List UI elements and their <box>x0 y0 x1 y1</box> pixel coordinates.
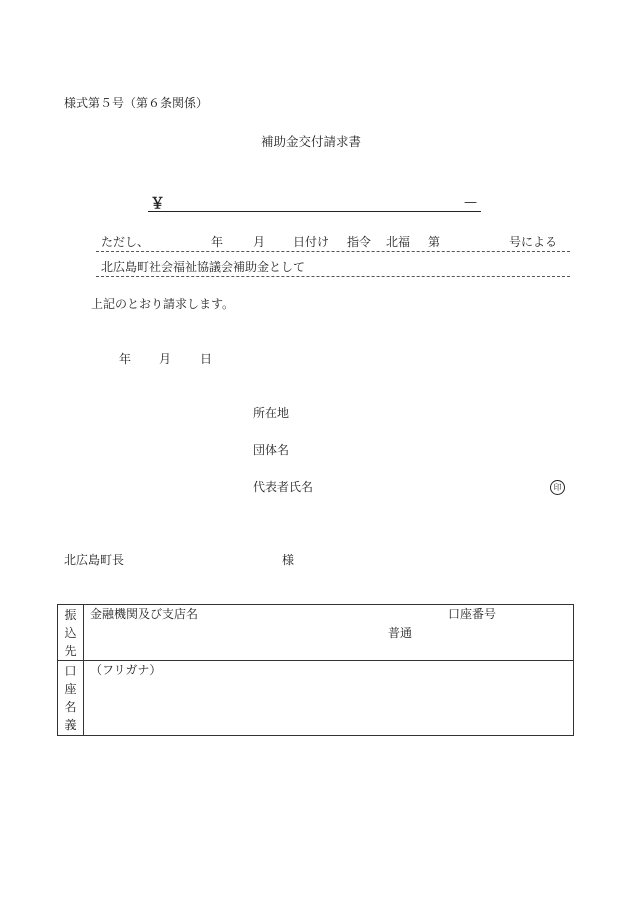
address-label: 所在地 <box>253 406 290 420</box>
transfer-label-cell <box>58 605 84 661</box>
proviso-year: 年 <box>211 235 224 249</box>
transfer-label-char: 込 <box>64 626 77 640</box>
representative-label: 代表者氏名 <box>253 480 314 494</box>
holder-label-char: 名 <box>64 700 77 714</box>
date-year: 年 <box>119 352 132 366</box>
proviso-purpose: 北広島町社会福祉協議会補助金として <box>101 260 306 274</box>
proviso-number-suffix: 号による <box>509 235 558 249</box>
holder-name-cell[interactable] <box>84 661 574 736</box>
transfer-label-char: 振 <box>64 608 77 622</box>
date-month: 月 <box>159 352 172 366</box>
yen-symbol: ￥ <box>150 194 166 212</box>
account-type: 普通 <box>388 626 413 640</box>
account-number-label: 口座番号 <box>448 607 497 621</box>
form-title: 補助金交付請求書 <box>261 134 362 149</box>
organization-label: 団体名 <box>253 443 290 457</box>
account-table <box>57 604 574 736</box>
request-statement: 上記のとおり請求します。 <box>91 297 235 311</box>
proviso-dotted-line-1 <box>96 251 570 252</box>
amount-underline <box>148 211 481 212</box>
proviso-month: 月 <box>253 235 266 249</box>
proviso-office: 北福 <box>386 235 411 249</box>
proviso-number-prefix: 第 <box>428 235 441 249</box>
bank-info-cell[interactable] <box>84 605 574 661</box>
proviso-directive: 指令 <box>347 235 372 249</box>
holder-label-char: 口 <box>64 664 77 678</box>
proviso-dated: 日付け <box>293 235 330 249</box>
holder-label-char: 座 <box>64 682 77 696</box>
amount-dash: — <box>464 195 477 210</box>
form-number: 様式第５号（第６条関係） <box>64 96 209 110</box>
proviso-prefix: ただし、 <box>101 235 150 249</box>
recipient-honorific: 様 <box>282 553 295 567</box>
bank-label: 金融機関及び支店名 <box>90 607 199 621</box>
transfer-label-char: 先 <box>64 644 77 658</box>
furigana-label: （フリガナ） <box>90 663 162 677</box>
holder-label-cell <box>58 661 84 736</box>
date-day: 日 <box>200 352 213 366</box>
proviso-dotted-line-2 <box>96 276 570 277</box>
recipient-name: 北広島町長 <box>64 553 125 567</box>
seal-mark: 印 <box>550 480 565 495</box>
holder-label-char: 義 <box>64 718 77 732</box>
